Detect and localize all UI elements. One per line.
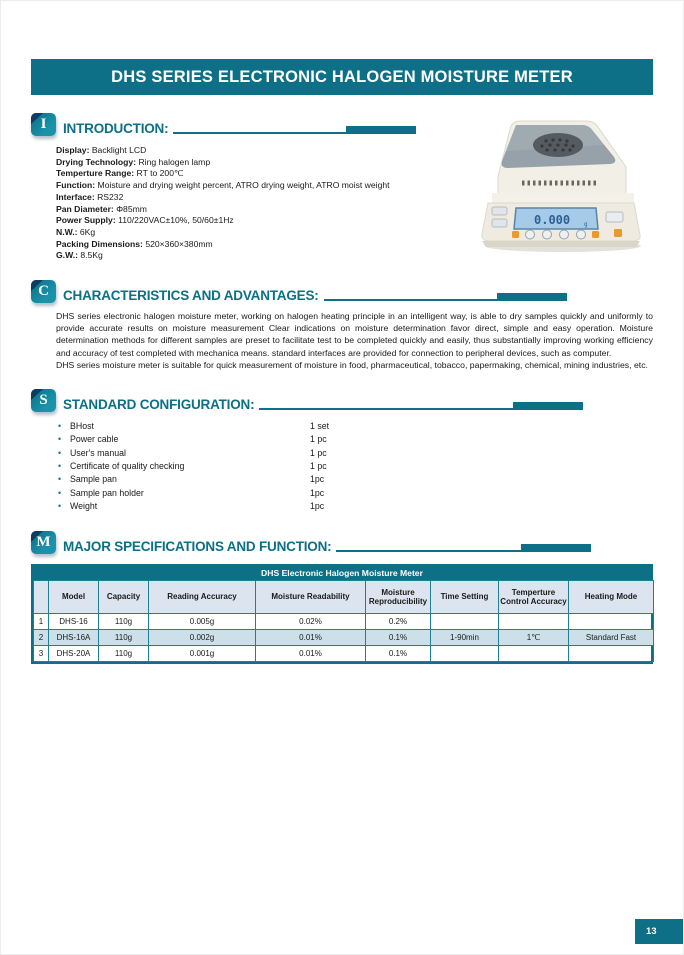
- cell: DHS-20A: [49, 646, 99, 662]
- cell: [569, 614, 654, 630]
- spec-value: 6Kg: [79, 226, 96, 237]
- cell: 0.01%: [256, 630, 366, 646]
- item-qty: 1 pc: [310, 460, 327, 471]
- page-title-bar: [31, 59, 653, 95]
- spec-label: Function:: [56, 180, 96, 191]
- cell: DHS-16: [49, 614, 99, 630]
- page-title: DHS SERIES ELECTRONIC HALOGEN MOISTURE METER: [111, 67, 573, 86]
- spec-label: G.W.:: [56, 250, 78, 261]
- section-configuration: [31, 389, 653, 513]
- table-row: [34, 630, 654, 646]
- spec-line: [56, 192, 476, 204]
- spec-list: [56, 145, 476, 262]
- spec-value: RS232: [97, 191, 124, 202]
- spec-label: Temperture Range:: [56, 168, 135, 179]
- item-qty: 1pc: [310, 500, 325, 511]
- cell: 0.01%: [256, 646, 366, 662]
- specifications-badge-icon: [31, 531, 56, 554]
- specifications-heading: [31, 531, 653, 556]
- bullet-icon: •: [58, 474, 62, 485]
- heading-rule: [173, 126, 416, 134]
- configuration-list: [58, 420, 653, 513]
- column-header: Moisture Readability: [256, 581, 366, 614]
- specifications-title: MAJOR SPECIFICATIONS AND FUNCTION:: [63, 539, 332, 555]
- list-item: [58, 447, 653, 460]
- cell: 0.1%: [366, 646, 431, 662]
- lcd-unit: g: [584, 221, 588, 228]
- bullet-icon: •: [58, 487, 62, 498]
- characteristics-badge-icon: [31, 280, 56, 303]
- spec-line: [56, 145, 476, 157]
- cell: DHS-16A: [49, 630, 99, 646]
- paragraph: DHS series moisture meter is suitable for quick measurement of moisture in food, pharmaceutical, tobacco, papermaking, chemical, mining industries, etc.: [56, 359, 648, 370]
- section-characteristics: [31, 280, 653, 371]
- characteristics-title: CHARACTERISTICS AND ADVANTAGES:: [63, 288, 319, 304]
- cell: 0.2%: [366, 614, 431, 630]
- item-qty: 1 pc: [310, 434, 327, 445]
- cell: [499, 614, 569, 630]
- introduction-title: INTRODUCTION:: [63, 121, 169, 136]
- list-item: [58, 487, 653, 500]
- spec-line: [56, 157, 476, 169]
- badge-letter: S: [39, 392, 48, 409]
- bullet-icon: •: [58, 434, 62, 445]
- spec-label: Display:: [56, 145, 90, 155]
- cell: 110g: [99, 630, 149, 646]
- list-item: [58, 433, 653, 446]
- column-header: Time Setting: [431, 581, 499, 614]
- spec-label: Power Supply:: [56, 215, 116, 226]
- spec-line: [56, 168, 476, 180]
- spec-label: N.W.:: [56, 226, 78, 237]
- badge-letter: C: [38, 283, 49, 300]
- heading-rule-bar: [521, 544, 591, 552]
- item-name: Sample pan holder: [70, 487, 144, 498]
- cell: [569, 646, 654, 662]
- cell: [431, 646, 499, 662]
- spec-line: [56, 180, 476, 192]
- spec-line: [56, 239, 476, 251]
- cell: [431, 614, 499, 630]
- spec-value: Ring halogen lamp: [138, 156, 211, 167]
- cell: 1: [34, 614, 49, 630]
- column-header: Moisture Reproducibility: [366, 581, 431, 614]
- cell: 1-90min: [431, 630, 499, 646]
- bullet-icon: •: [58, 500, 62, 511]
- lcd-reading: 0.000: [534, 213, 571, 227]
- spec-value: Moisture and drying weight percent, ATRO drying weight, ATRO moist weight: [97, 180, 390, 191]
- page-number-value: 13: [646, 926, 657, 937]
- cell: 0.002g: [149, 630, 256, 646]
- configuration-title: STANDARD CONFIGURATION:: [63, 397, 255, 413]
- spec-value: 8.5Kg: [80, 250, 103, 261]
- spec-value: Φ85mm: [116, 203, 147, 214]
- table-row: [34, 646, 654, 662]
- list-item: [58, 473, 653, 486]
- list-item: [58, 420, 653, 433]
- page-number: [635, 919, 683, 944]
- item-name: Weight: [70, 500, 98, 511]
- specifications-table: [31, 564, 653, 664]
- spec-value: RT to 200℃: [136, 168, 184, 179]
- bullet-icon: •: [58, 460, 62, 471]
- paragraph: DHS series electronic halogen moisture meter, working on halogen heating principle in an intelligent way, is able to dry samples quickly and uniformly to provide accurate results on moisture measurement Clear indications on moisture determination favor direct, simple and easy operation. Moisture determination methods for different samples are preset to facilitate test to be completed quickly and easily, thus substantially improving working efficiency and accuracy of test completed with mechanica means. standard interfaces are provided for connection to peripheral devices, such as computer.: [56, 311, 653, 358]
- cell: 0.005g: [149, 614, 256, 630]
- cell: Standard Fast: [569, 630, 654, 646]
- heading-rule-bar: [346, 126, 416, 134]
- spec-label: Pan Diameter:: [56, 203, 114, 214]
- moisture-meter-illustration: [468, 115, 653, 255]
- column-header: Model: [49, 581, 99, 614]
- cell: 110g: [99, 614, 149, 630]
- heading-rule-bar: [513, 402, 583, 410]
- item-name: Certificate of quality checking: [70, 460, 185, 471]
- cell: 0.02%: [256, 614, 366, 630]
- list-item: [58, 460, 653, 473]
- spec-value: 520×360×380mm: [145, 238, 213, 249]
- product-photo: [468, 115, 653, 255]
- item-name: BHost: [70, 421, 94, 432]
- cell: 1℃: [499, 630, 569, 646]
- spec-label: Packing Dimensions:: [56, 238, 143, 249]
- spec-value: 110/220VAC±10%, 50/60±1Hz: [118, 215, 234, 226]
- spec-value: Backlight LCD: [91, 145, 147, 155]
- column-header: [34, 581, 49, 614]
- cell: 0.1%: [366, 630, 431, 646]
- table-row: [34, 614, 654, 630]
- introduction-badge-icon: [31, 113, 56, 136]
- characteristics-text: [56, 310, 653, 371]
- column-header: Temperture Control Accuracy: [499, 581, 569, 614]
- table-title: DHS Electronic Halogen Moisture Meter: [33, 566, 651, 580]
- spec-line: [56, 227, 476, 239]
- cell: 3: [34, 646, 49, 662]
- item-name: Sample pan: [70, 474, 117, 485]
- heading-rule: [324, 293, 567, 301]
- list-item: [58, 500, 653, 513]
- column-header: Heating Mode: [569, 581, 654, 614]
- configuration-heading: [31, 389, 653, 414]
- heading-rule: [259, 402, 583, 410]
- item-name: Power cable: [70, 434, 119, 445]
- item-qty: 1 pc: [310, 447, 327, 458]
- section-introduction: [31, 113, 653, 262]
- item-qty: 1pc: [310, 487, 325, 498]
- cell: 2: [34, 630, 49, 646]
- item-qty: 1pc: [310, 474, 325, 485]
- table-header-row: [34, 581, 654, 614]
- spec-label: Drying Technology:: [56, 156, 137, 167]
- cell: 110g: [99, 646, 149, 662]
- spec-line: [56, 204, 476, 216]
- heading-rule-bar: [497, 293, 567, 301]
- item-qty: 1 set: [310, 421, 330, 432]
- column-header: Capacity: [99, 581, 149, 614]
- badge-letter: M: [36, 534, 51, 551]
- item-name: User's manual: [70, 447, 126, 458]
- spec-line: [56, 250, 476, 262]
- spec-line: [56, 215, 476, 227]
- heading-rule: [336, 544, 591, 552]
- section-specifications: [31, 531, 653, 664]
- configuration-badge-icon: [31, 389, 56, 412]
- characteristics-heading: [31, 280, 653, 305]
- bullet-icon: •: [58, 447, 62, 458]
- column-header: Reading Accuracy: [149, 581, 256, 614]
- badge-letter: I: [40, 116, 47, 132]
- bullet-icon: •: [58, 421, 62, 432]
- spec-label: Interface:: [56, 191, 95, 202]
- cell: 0.001g: [149, 646, 256, 662]
- cell: [499, 646, 569, 662]
